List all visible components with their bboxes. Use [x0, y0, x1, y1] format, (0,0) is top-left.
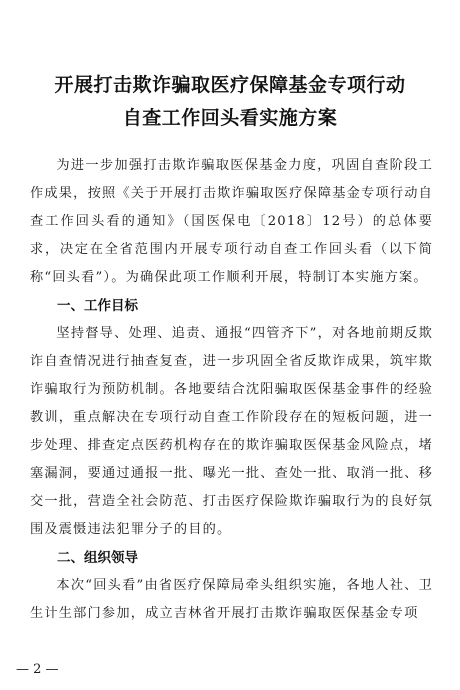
section-heading-organization: 二、组织领导: [57, 550, 138, 566]
goals-paragraph: 坚持督导、处理、追责、通报“四管齐下”，对各地前期反欺诈自查情况进行抽查复查，进一步巩固全省反欺诈成果，筑牢欺诈骗取行为预防机制。各地要结合沈阳骗取医保基金事件的经验教训，重点解决在专项行动自查工作阶段存在的短板问题，进一步处理、排查定点医药机构存在的欺诈骗取医保基金风险点，堵塞漏洞，要通过通报一批、曝光一批、查处一批、取消一批、移交一批，营造全社会防范、打击医疗保险欺诈骗取行为的良好氛围及震慑违法犯罪分子的目的。: [30, 326, 433, 537]
page-number: — 2 —: [16, 662, 59, 677]
document-title-line-1: 开展打击欺诈骗取医疗保障基金专项行动: [54, 74, 406, 96]
intro-paragraph: 为进一步加强打击欺诈骗取医保基金力度，巩固自查阶段工作成果，按照《关于开展打击欺诈骗取医疗保障基金专项行动自查工作回头看的通知》（国医保电〔2018〕12号）的总体要求，决定在全省范围内开展专项行动自查工作回头看（以下简称“回头看”）。为确保此项工作顺利开展，特制订本实施方案。: [30, 158, 433, 285]
document-body: [30, 152, 433, 628]
section-heading-goals: 一、工作目标: [57, 298, 138, 314]
document-title-line-2: 自查工作回头看实施方案: [122, 107, 338, 129]
organization-paragraph: 本次“回头看”由省医疗保障局牵头组织实施，各地人社、卫生计生部门参加，成立吉林省开展打击欺诈骗取医保基金专项: [30, 578, 433, 621]
